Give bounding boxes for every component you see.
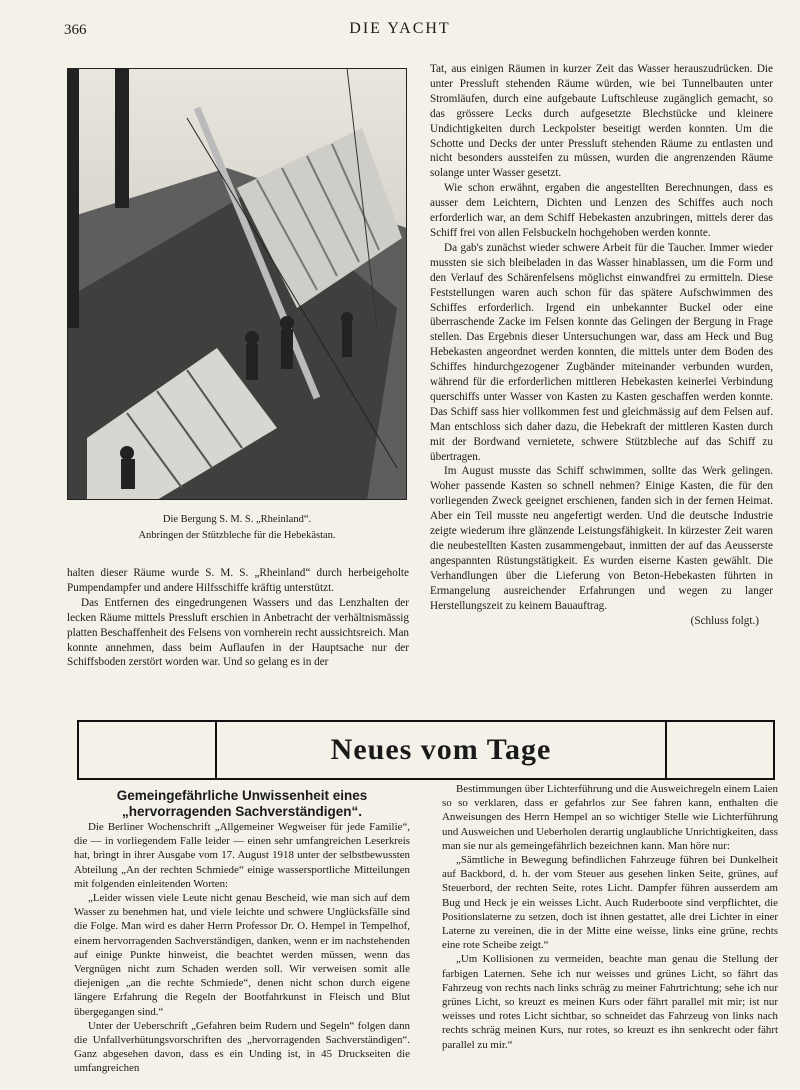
- caption-line-2: Anbringen der Stützbleche für die Hebekästan.: [138, 530, 336, 541]
- article-right-column: [442, 782, 778, 1052]
- left-paragraph-1: halten dieser Räume wurde S. M. S. „Rheinland“ durch herbeigeholte Pumpendampfer und andere Hilfsschiffe kräftig unterstützt.: [67, 567, 409, 594]
- article-left-column: [74, 820, 410, 1076]
- right-paragraph-2: Wie schon erwähnt, ergaben die angestellten Berechnungen, dass es ausser dem Leichtern, Dichten und Lenzen des Schiffes auch noch erforderlich war, an dem Schiff Hebekasten anzubringen, mittels derer das Schiff frei von allen Felsbuckeln hochgehoben werden konnte.: [430, 182, 773, 239]
- right-column: [430, 62, 773, 628]
- page-number: 366: [64, 22, 87, 38]
- article-right-paragraph-3: „Um Kollisionen zu vermeiden, beachte man genau die Stellung der farbigen Laternen. Sehe ich nur weisses und grünes Licht, so fährt das Fahrzeug von rechts nach links schräg zu meiner Fahrtrichtung; sehe ich nur grünes Licht, so kreuzt es meinen Kurs oder fährt parallel mit mir; ist nur weisses und rotes Licht sichtbar, so schneidet das Fahrzeug von links nach rechts schräg meinen Kurs, nur rotes, so kreuzt es ihn senkrecht oder fährt parallel zu mir.“: [442, 953, 778, 1051]
- article-right-paragraph-2: „Sämtliche in Bewegung befindlichen Fahrzeuge führen bei Dunkelheit auf Backbord, d. h. der vom Steuer aus gesehen linken Seite, grünes, auf Steuerbord, der rechten Seite, rotes Licht. Dampfer führen ausserdem am Bug und Heck je ein weisses Licht. Auch Ruderboote sind verpflichtet, die Positionslaterne zu setzen, doch ist ihnen gestattet, alle drei Lichter in einer Laterne zu vereinen, die in der Mitte eine weisse, links eine grüne, rechts eine rote Scheibe zeigt.“: [442, 854, 778, 952]
- right-paragraph-1: Tat, aus einigen Räumen in kurzer Zeit das Wasser herauszudrücken. Die unter Pressluft stehenden Räume würden, wie bei Tunnelbauten unter Stromläufen, durch eine aufgebaute Luftschleuse zugänglich gemacht, so das grössere Lecks durch aufgesetzte Blechstücke und kleinere Undichtigkeiten durch Leckpolster beseitigt werden konnten. Um die Schotte und Decks der unter Pressluft stehenden Räume zu entlasten und nicht besonders aussteifen zu müssen, wurden die angrenzenden Räume solange unter Wasser gesetzt.: [430, 63, 773, 180]
- section-banner: [77, 720, 775, 780]
- article-left-paragraph-1: Die Berliner Wochenschrift „Allgemeiner Wegweiser für jede Familie“, die — in vorliegendem Falle leider — einen sehr umfangreichen Leserkreis hat, bringt in ihrer Ausgabe vom 17. August 1918 unter der selbstbewussten Abteilung „An der rechten Schmiede“ einige wassersportliche Mitteilungen mit folgenden einleitenden Worten:: [74, 821, 410, 890]
- to-be-continued: (Schluss folgt.): [690, 614, 759, 627]
- figure-caption: [67, 512, 407, 544]
- right-paragraph-3: Da gab's zunächst wieder schwere Arbeit für die Taucher. Immer wieder mussten sie sich bleibeladen in das Wasser hinablassen, um die Form und den Verlauf des Schärenfelsens möglichst einwandfrei zu ermitteln. Diese Feststellungen waren auch schon für das spätere Aufschwimmen des Schiffes erforderlich. Irgend ein unbekannter Buckel oder eine überraschende Zacke im Felsen konnte das Gelingen der Bergung in Frage stellen. Das Ergebnis dieser Untersuchungen war, dass am Heck und Bug Hebekasten angeordnet werden konnten, die mittels unter dem Boden des Schiffes hindurchgezogener Zugbänder miteinander verbunden wurden, während für die erforderlichen mittleren Hebekasten keinerlei Verbindung querschiffs unter Wasser von Kasten zu Kasten geschaffen werden konnte. Das Schiff sass hier vollkommen fest und gleichmässig auf dem Felsen auf. Man entschloss sich daher dazu, die Hebekraft der mittleren Kasten durch mit der Bordwand vernietete, schwere Stützbleche auf das Schiff zu übertragen.: [430, 241, 773, 463]
- caption-line-1: Die Bergung S. M. S. „Rheinland“.: [162, 514, 312, 525]
- article-right-paragraph-1: Bestimmungen über Lichterführung und die Ausweichregeln einem Laien so so verklaren, dass er gefahrlos zur See fahren kann, enthalten die Anweisungen des Herrn Hempel an so wichtiger Stelle wie Lichterführung und Ausweichen und Ueberholen derartig unglaubliche Unrichtigkeiten, dass man sie nur als gemeingefährlich bezeichnen kann. Man höre nur:: [442, 783, 778, 852]
- article-headline: Gemeingefährliche Unwissenheit eines „hervorragenden Sachverständigen“.: [116, 788, 368, 819]
- section-title: Neues vom Tage: [330, 733, 552, 766]
- banner-left-box: [79, 722, 217, 778]
- salvage-photo: [67, 68, 407, 500]
- left-paragraph-2: Das Entfernen des eingedrungenen Wassers und das Lenzhalten der lecken Räume mittels Pressluft erschien in Anbetracht der verhältnismässig platten Beschaffenheit des Felsens von vornherein recht aussichtsreich. Man konnte annehmen, dass beim Auflaufen in der Hauptsache nur der Schiffsboden zerstört worden war. Und so gelang es in der: [67, 596, 409, 669]
- article-left-paragraph-2: „Leider wissen viele Leute nicht genau Bescheid, wie man sich auf dem Wasser zu benehmen hat, und viele leichte und schwere Unglücksfälle sind die Folge. Man wird es daher Herrn Professor Dr. O. Hempel in Tempelhof, einem hervorragenden Sachverständigen, danken, wenn er im nachstehenden auf einige Punkte hinweist, die beachtet werden müssen, wenn das Vergnügen nicht zum Schaden werden soll. Wir verweisen somit alle diejenigen „an die rechte Schmiede“, denen nicht schon durch eigene längere Erfahrung die Regeln der Bootfahrkunst in Fleisch und Blut übergegangen sind.“: [74, 892, 410, 1018]
- right-paragraph-4: Im August musste das Schiff schwimmen, sollte das Werk gelingen. Woher passende Kasten so schnell nehmen? Einige Kasten, die für den vorliegenden Zweck geeignet erschienen, fanden sich in der fernen Heimat. Aber ein Teil musste neu angefertigt werden. Und die deutsche Industrie zeigte wiederum ihre glänzende Leistungsfähigkeit. In kürzester Zeit waren die neubestellten Kasten zusammengebaut, inmitten der auf das Aeusserste angespannten Rüstungstätigkeit. Es wurden eiserne Kasten gewählt. Die Verhandlungen über die Lieferung von Beton-Hebekasten führten in Ermangelung ausreichender Erfahrungen und wegen zu langer Herstellungszeit zu keinem Bauauftrag.: [430, 465, 773, 612]
- journal-title: DIE YACHT: [349, 20, 451, 37]
- article-left-paragraph-3: Unter der Ueberschrift „Gefahren beim Rudern und Segeln“ folgen dann die Unfallverhütungsvorschriften des „hervorragenden Sachverständigen“. Ganz abgesehen davon, dass es ein Unding ist, in 45 Druckseiten die umfangreichen: [74, 1019, 410, 1075]
- banner-right-box: [665, 722, 773, 778]
- left-column: [67, 566, 409, 670]
